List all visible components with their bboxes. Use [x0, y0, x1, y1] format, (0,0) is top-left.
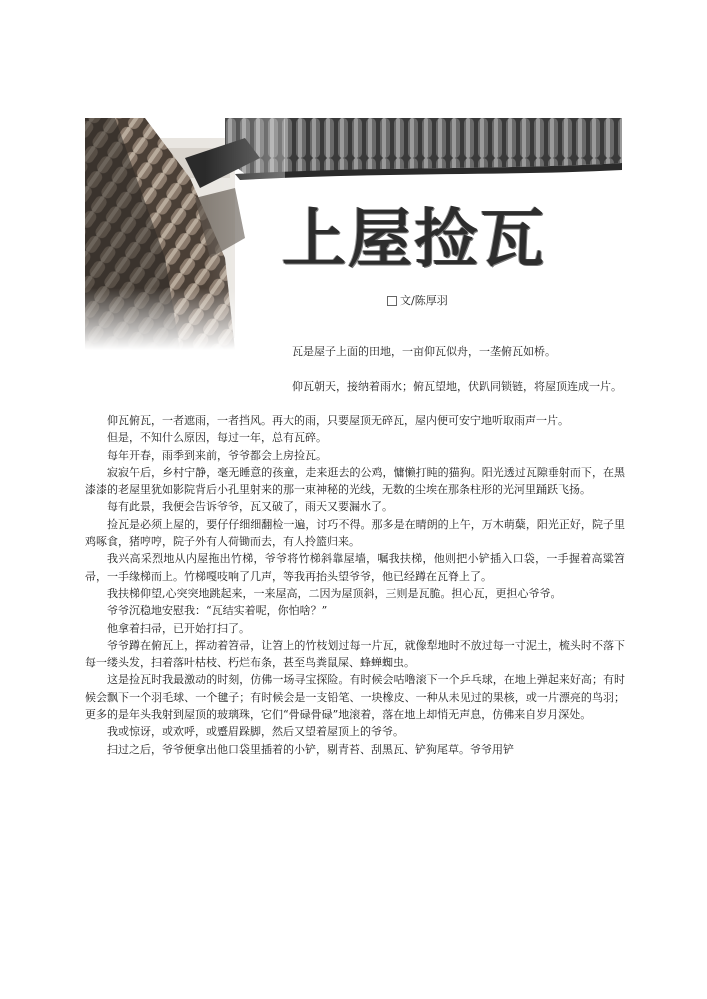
article-body: [85, 412, 625, 758]
body-paragraph: 爷爷蹲在俯瓦上，挥动着笤帚，让笤上的竹枝划过每一片瓦，就像犁地时不放过每一寸泥土，梳头时不落下每一缕头发，扫着落叶枯枝、朽烂布条，甚至鸟粪鼠屎、蜂蝉蜘虫。: [85, 638, 625, 670]
lead-paragraph-1: [270, 343, 625, 360]
author-credit: 文/陈厚羽: [400, 294, 448, 307]
body-paragraph: 爷爷沉稳地安慰我：“瓦结实着呢，你怕啥？”: [107, 604, 328, 618]
byline: [387, 293, 448, 309]
article-title: 上屋捡瓦: [282, 203, 546, 277]
body-paragraph: 仰瓦俯瓦，一者遮雨，一者挡风。再大的雨，只要屋顶无碎瓦，屋内便可安宁地听取雨声一片。: [107, 414, 569, 427]
lead-paragraph-2: [270, 378, 625, 395]
body-paragraph: 但是，不知什么原因，每过一年，总有瓦碎。: [107, 431, 327, 445]
body-paragraph: 每有此景，我便会告诉爷爷，瓦又破了，雨天又要漏水了。: [107, 500, 393, 514]
body-paragraph: 我兴高采烈地从内屋拖出竹梯，爷爷将竹梯斜靠屋墙，嘱我扶梯，他则把小铲插入口袋，一手握着高粱笤帚，一手缘梯而上。竹梯嘎吱响了几声，等我再抬头望爷爷，他已经蹲在瓦脊上了。: [85, 552, 625, 583]
body-paragraph: 我或惊讶，或欢呼，或蹙眉跺脚，然后又望着屋顶上的爷爷。: [107, 725, 404, 739]
body-paragraph: 寂寂午后，乡村宁静，毫无睡意的孩童，走来逛去的公鸡，慵懒打盹的猫狗。阳光透过瓦隙垂射而下，在黑漆漆的老屋里犹如影院背后小孔里射来的那一束神秘的光线，无数的尘埃在那条柱形的光河里踊跃飞扬。: [85, 465, 625, 497]
body-paragraph: 每年开春，雨季到来前，爷爷都会上房捡瓦。: [107, 448, 327, 462]
lead-text: 仰瓦朝天，接纳着雨水；俯瓦望地，伏趴同锁链，将屋顶连成一片。: [292, 380, 622, 393]
body-paragraph: 我扶梯仰望,心突突地跳起来，一来屋高，二因为屋顶斜，三则是瓦脆。担心瓦，更担心爷爷。: [107, 586, 562, 600]
byline-box-icon: [387, 296, 397, 306]
body-paragraph: 扫过之后，爷爷便拿出他口袋里插着的小铲，剔青苔、刮黑瓦、铲狗尾草。爷爷用铲: [107, 742, 514, 756]
body-paragraph: 捡瓦是必须上屋的，要仔仔细细翻检一遍，讨巧不得。那多是在晴朗的上午，万木萌蘖，阳光正好，院子里鸡啄食，猪哼哼，院子外有人荷锄而去，有人拎篮归来。: [85, 517, 625, 549]
lead-text: 瓦是屋子上面的田地，一亩仰瓦似舟，一垄俯瓦如桥。: [292, 345, 556, 358]
title-block: [282, 202, 582, 278]
body-paragraph: 他拿着扫帚，已开始打扫了。: [107, 621, 250, 635]
body-paragraph: 这是捡瓦时我最激动的时刻，仿佛一场寻宝探险。有时候会咕噜滚下一个乒乓球，在地上弹起来好高；有时候会飘下一个羽毛球、一个毽子；有时候会是一支铅笔、一块橡皮、一种从未见过的果核，或一片漂亮的鸟羽；更多的是年头我射到屋顶的玻璃珠，它们“骨碌骨碌”地滚着，落在地上却悄无声息，仿佛来自岁月深处。: [85, 673, 625, 722]
